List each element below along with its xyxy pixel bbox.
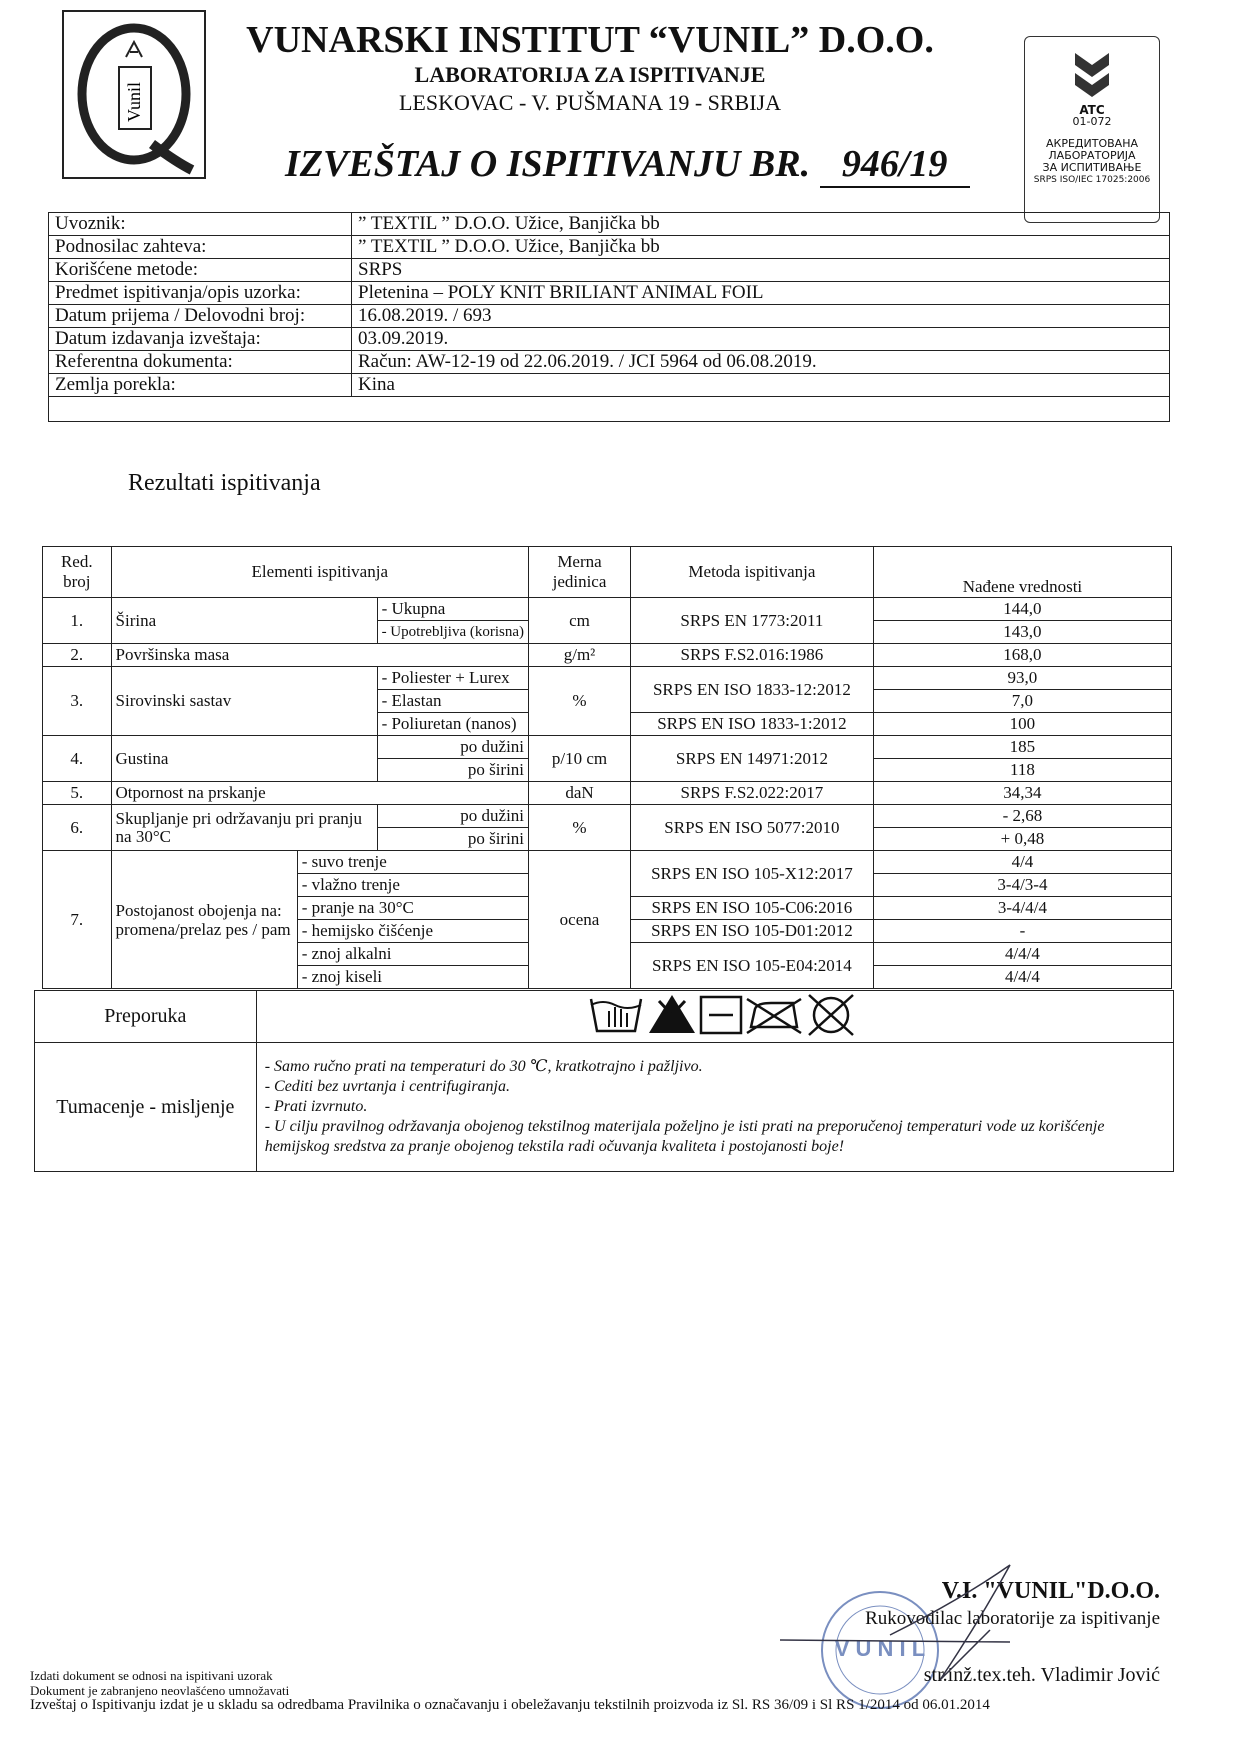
meta-value: Kina [352,374,1170,397]
report-title [285,142,970,188]
row5-unit: daN [529,782,631,805]
flat-dry-icon [701,997,741,1033]
row6-unit: % [529,805,631,851]
row4-sub1: po dužini [377,736,528,759]
lab-name: LABORATORIJA ZA ISPITIVANJE [414,62,766,87]
row4-name: Gustina [111,736,377,782]
row6-sub1: po dužini [377,805,528,828]
meta-value: SRPS [352,259,1170,282]
row2-value1: 168,0 [873,644,1171,667]
row1-value2: 143,0 [873,621,1171,644]
row7-method3: SRPS EN ISO 105-D01:2012 [630,920,873,943]
footer-notes [30,1668,1190,1713]
row3-value3: 100 [873,713,1171,736]
row7-value1: 4/4 [873,851,1171,874]
address: LESKOVAC - V. PUŠMANA 19 - SRBIJA [398,90,782,115]
row6-value1: - 2,68 [873,805,1171,828]
row3-sub3: - Poliuretan (nanos) [377,713,528,736]
row7-unit: ocena [529,851,631,989]
row2-unit: g/m² [529,644,631,667]
meta-label: Podnosilac zahteva: [49,236,352,259]
row6-value2: + 0,48 [873,828,1171,851]
row7-value6: 4/4/4 [873,966,1171,989]
recommendation-label: Preporuka [35,991,257,1043]
row7-value3: 3-4/4/4 [873,897,1171,920]
interpretation-text [256,1043,1173,1172]
row7-name: Postojanost obojenja na: promena/prelaz pes / pam [111,851,297,989]
meta-label: Referentna dokumenta: [49,351,352,374]
row7-method1: SRPS EN ISO 105-X12:2017 [630,851,873,897]
meta-row [49,328,1170,351]
atc-emblem-icon [1067,49,1117,101]
meta-value: 16.08.2019. / 693 [352,305,1170,328]
interpretation-line-4: - U cilju pravilnog održavanja obojenog tekstilnog materijala poželjno je isti prati na preporučenoj temperaturi vode uz korišćenje hemijskog sredstva za pranje obojenog tekstila radi očuvanja kvaliteta i postojanosti boje! [264,1118,1105,1155]
row6-name: Skupljanje pri održavanju pri pranju na 30°C [111,805,377,851]
meta-row [49,374,1170,397]
row5-method: SRPS F.S2.022:2017 [630,782,873,805]
col-header-no: Red. broj [43,547,112,598]
meta-value: ” TEXTIL ” D.O.O. Užice, Banjička bb [352,213,1170,236]
meta-row [49,351,1170,374]
meta-row [49,282,1170,305]
meta-label: Korišćene metode: [49,259,352,282]
row7-sub1: - suvo trenje [297,851,528,874]
row7-sub3: - pranje na 30°C [297,897,528,920]
report-number: 946/19 [820,142,970,188]
row2-no: 2. [43,644,112,667]
signer-name: str.inž.tex.teh. Vladimir Jović [923,1664,1160,1686]
row1-value1: 144,0 [873,598,1171,621]
row4-value1: 185 [873,736,1171,759]
svg-text:V U N I L: V U N I L [834,1636,926,1661]
row7-sub6: - znoj kiseli [297,966,528,989]
footer-line-2: Dokument je zabranjeno neovlašćeno umnožavati [30,1683,290,1698]
atc-code: ATC [1079,103,1105,117]
row3-value1: 93,0 [873,667,1171,690]
row7-sub5: - znoj alkalni [297,943,528,966]
row7-value2: 3-4/3-4 [873,874,1171,897]
row5-value1: 34,34 [873,782,1171,805]
meta-label: Predmet ispitivanja/opis uzorka: [49,282,352,305]
row1-no: 1. [43,598,112,644]
row4-method: SRPS EN 14971:2012 [630,736,873,782]
row2-method: SRPS F.S2.016:1986 [630,644,873,667]
meta-label: Uvoznik: [49,213,352,236]
bleach-triangle-icon [649,995,695,1033]
no-dryclean-icon [809,995,853,1035]
meta-label: Datum izdavanja izveštaja: [49,328,352,351]
row4-value2: 118 [873,759,1171,782]
meta-label: Zemlja porekla: [49,374,352,397]
row2-name: Površinska masa [111,644,529,667]
row1-sub1: - Ukupna [377,598,528,621]
row7-value5: 4/4/4 [873,943,1171,966]
company-name: V.I. "VUNIL"D.O.O. [941,1578,1160,1604]
row1-name: Širina [111,598,377,644]
atc-number: 01-072 [1072,115,1112,128]
row4-sub2: po širini [377,759,528,782]
atc-line2: ЛАБОРАТОРИЈА [1048,149,1136,162]
accreditation-badge [1024,36,1160,223]
row3-unit: % [529,667,631,736]
row4-unit: p/10 cm [529,736,631,782]
q-vunil-logo [62,10,206,179]
institute-name: VUNARSKI INSTITUT “VUNIL” D.O.O. [246,19,934,61]
interpretation-line-1: - Samo ručno prati na temperaturi do 30 ℃, kratkotrajno i pažljivo. [264,1058,703,1075]
atc-line3: ЗА ИСПИТИВАЊЕ [1042,161,1142,174]
row1-unit: cm [529,598,631,644]
col-header-method: Metoda ispitivanja [630,547,873,598]
no-iron-icon [747,999,801,1033]
interpretation-label: Tumacenje - misljenje [35,1043,257,1172]
meta-value: Pletenina – POLY KNIT BRILIANT ANIMAL FOIL [352,282,1170,305]
atc-line1: АКРЕДИТОВАНА [1046,137,1138,150]
meta-row [49,259,1170,282]
row6-sub2: po širini [377,828,528,851]
row3-no: 3. [43,667,112,736]
results-table-body [42,546,1172,989]
meta-spacer [49,397,1170,422]
footer-line-3: Izveštaj o Ispitivanju izdat je u skladu sa odredbama Pravilnika o označavanju i obeležavanju tekstilnih proizvoda iz Sl. RS 36/09 i Sl RS 1/2014 od 06.01.2014 [30,1697,990,1713]
row7-method4: SRPS EN ISO 105-E04:2014 [630,943,873,989]
row5-name: Otpornost na prskanje [111,782,529,805]
meta-row [49,236,1170,259]
report-label: IZVEŠTAJ O ISPITIVANJU BR. [285,143,811,185]
row6-no: 6. [43,805,112,851]
row6-method: SRPS EN ISO 5077:2010 [630,805,873,851]
hand-wash-icon [591,999,641,1031]
svg-text:Vunil: Vunil [124,82,144,122]
row3-method2: SRPS EN ISO 1833-1:2012 [630,713,873,736]
meta-value: Račun: AW-12-19 od 22.06.2019. / JCI 5964 od 06.08.2019. [352,351,1170,374]
meta-value: ” TEXTIL ” D.O.O. Užice, Banjička bb [352,236,1170,259]
row3-name: Sirovinski sastav [111,667,377,736]
atc-standard: SRPS ISO/IEC 17025:2006 [1033,175,1151,185]
meta-value: 03.09.2019. [352,328,1170,351]
row4-no: 4. [43,736,112,782]
row7-value4: - [873,920,1171,943]
footer-line-1: Izdati dokument se odnosi na ispitivani uzorak [30,1668,273,1683]
row3-value2: 7,0 [873,690,1171,713]
row7-no: 7. [43,851,112,989]
results-title: Rezultati ispitivanja [128,470,321,496]
row3-sub2: - Elastan [377,690,528,713]
row1-sub2: - Upotrebljiva (korisna) [377,621,528,644]
interpretation-line-2: - Cediti bez uvrtanja i centrifugiranja. [264,1078,510,1095]
interpretation-line-3: - Prati izvrnuto. [264,1098,368,1115]
recommendation-table [34,990,1174,1172]
row1-method: SRPS EN 1773:2011 [630,598,873,644]
row5-no: 5. [43,782,112,805]
care-symbols [256,991,1173,1043]
row3-method1: SRPS EN ISO 1833-12:2012 [630,667,873,713]
meta-label: Datum prijema / Delovodni broj: [49,305,352,328]
row7-method2: SRPS EN ISO 105-C06:2016 [630,897,873,920]
report-meta-table [48,212,1170,422]
col-header-unit: Merna jedinica [529,547,631,598]
row3-sub1: - Poliester + Lurex [377,667,528,690]
meta-row [49,305,1170,328]
col-header-element: Elementi ispitivanja [111,547,529,598]
row7-sub4: - hemijsko čišćenje [297,920,528,943]
row7-sub2: - vlažno trenje [297,874,528,897]
col-header-values: Nađene vrednosti [873,547,1171,598]
signer-role: Rukovodilac laboratorije za ispitivanje [865,1608,1160,1629]
meta-row [49,213,1170,236]
